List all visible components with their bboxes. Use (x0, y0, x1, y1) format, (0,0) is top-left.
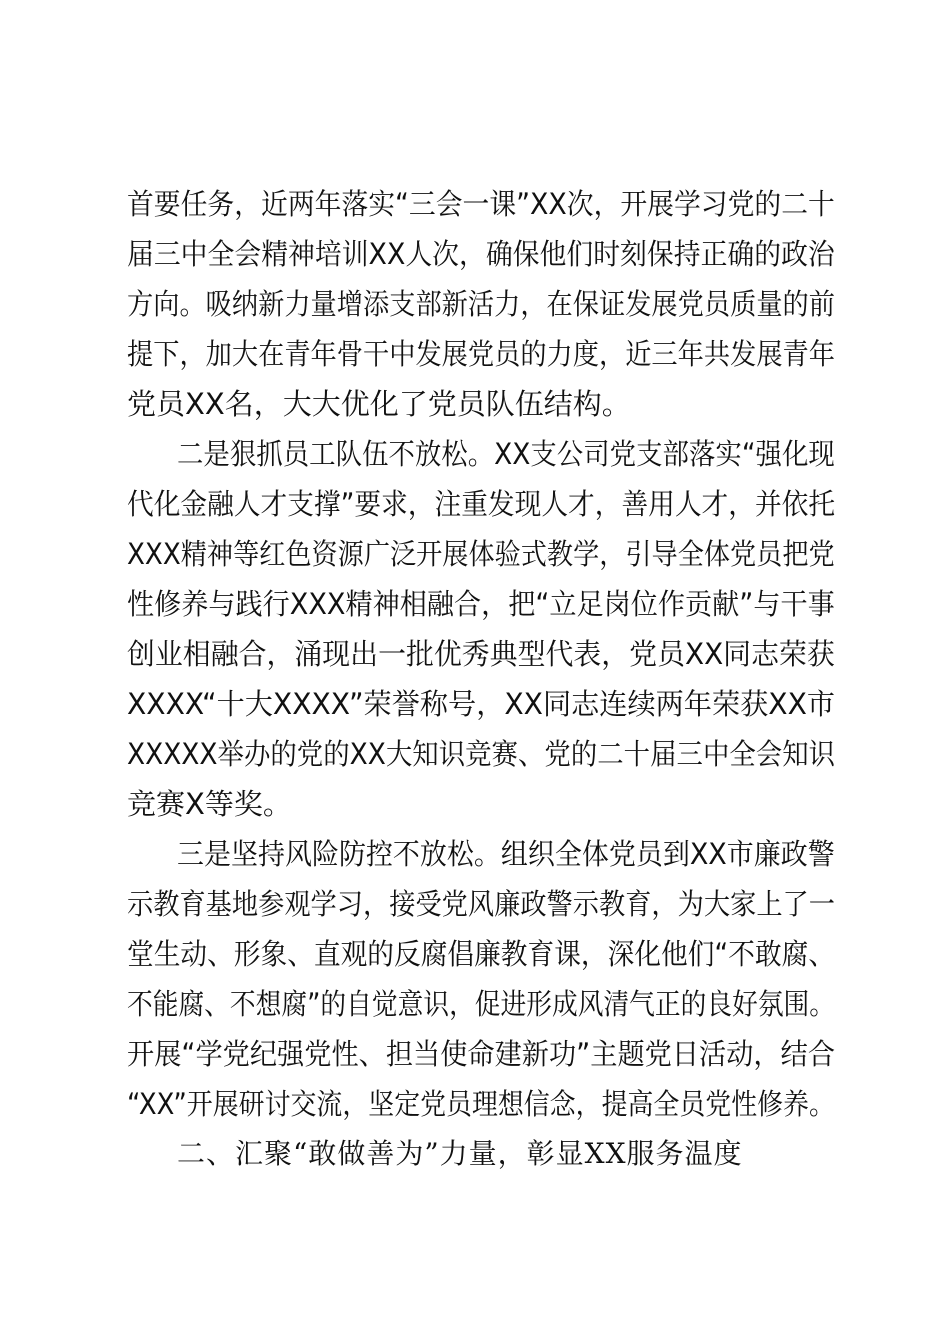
body-text-line: 创业相融合，涌现出一批优秀典型代表，党员XX同志荣获 (127, 637, 835, 671)
section-heading: 二、汇聚“敢做善为”力量，彰显XX服务温度 (177, 1137, 743, 1170)
body-text-line: 不能腐、不想腐”的自觉意识，促进形成风清气正的良好氛围。 (127, 987, 836, 1021)
body-text-line: 示教育基地参观学习，接受党风廉政警示教育，为大家上了一 (127, 887, 836, 921)
body-text-line: 代化金融人才支撑”要求，注重发现人才，善用人才，并依托 (127, 487, 836, 521)
paragraph-first-line: 二是狠抓员工队伍不放松。XX支公司党支部落实“强化现 (177, 437, 835, 471)
body-text-line: “XX”开展研讨交流，坚定党员理想信念，提高全员党性修养。 (127, 1087, 835, 1121)
body-text-line: XXXX“十大XXXX”荣誉称号，XX同志连续两年荣获XX市 (127, 687, 836, 721)
body-text-line: 届三中全会精神培训XX人次，确保他们时刻保持正确的政治 (127, 237, 835, 271)
body-text-line: 堂生动、形象、直观的反腐倡廉教育课，深化他们“不敢腐、 (127, 937, 836, 971)
paragraph-first-line: 三是坚持风险防控不放松。组织全体党员到XX市廉政警 (177, 837, 835, 871)
body-text-line: 首要任务，近两年落实“三会一课”XX次，开展学习党的二十 (127, 187, 835, 221)
body-text-line: XXX精神等红色资源广泛开展体验式教学，引导全体党员把党 (127, 537, 835, 571)
body-text-line: 竞赛X等奖。 (127, 787, 292, 821)
body-text-line: 提下，加大在青年骨干中发展党员的力度，近三年共发展青年 (127, 337, 836, 371)
body-text-line: 党员XX名，大大优化了党员队伍结构。 (127, 387, 631, 421)
body-text-line: 性修养与践行XXX精神相融合，把“立足岗位作贡献”与干事 (127, 587, 835, 621)
body-text-line: XXXXX举办的党的XX大知识竞赛、党的二十届三中全会知识 (127, 737, 836, 771)
body-text-line: 方向。吸纳新力量增添支部新活力，在保证发展党员质量的前 (127, 287, 836, 321)
body-text-line: 开展“学党纪强党性、担当使命建新功”主题党日活动，结合 (127, 1037, 836, 1071)
